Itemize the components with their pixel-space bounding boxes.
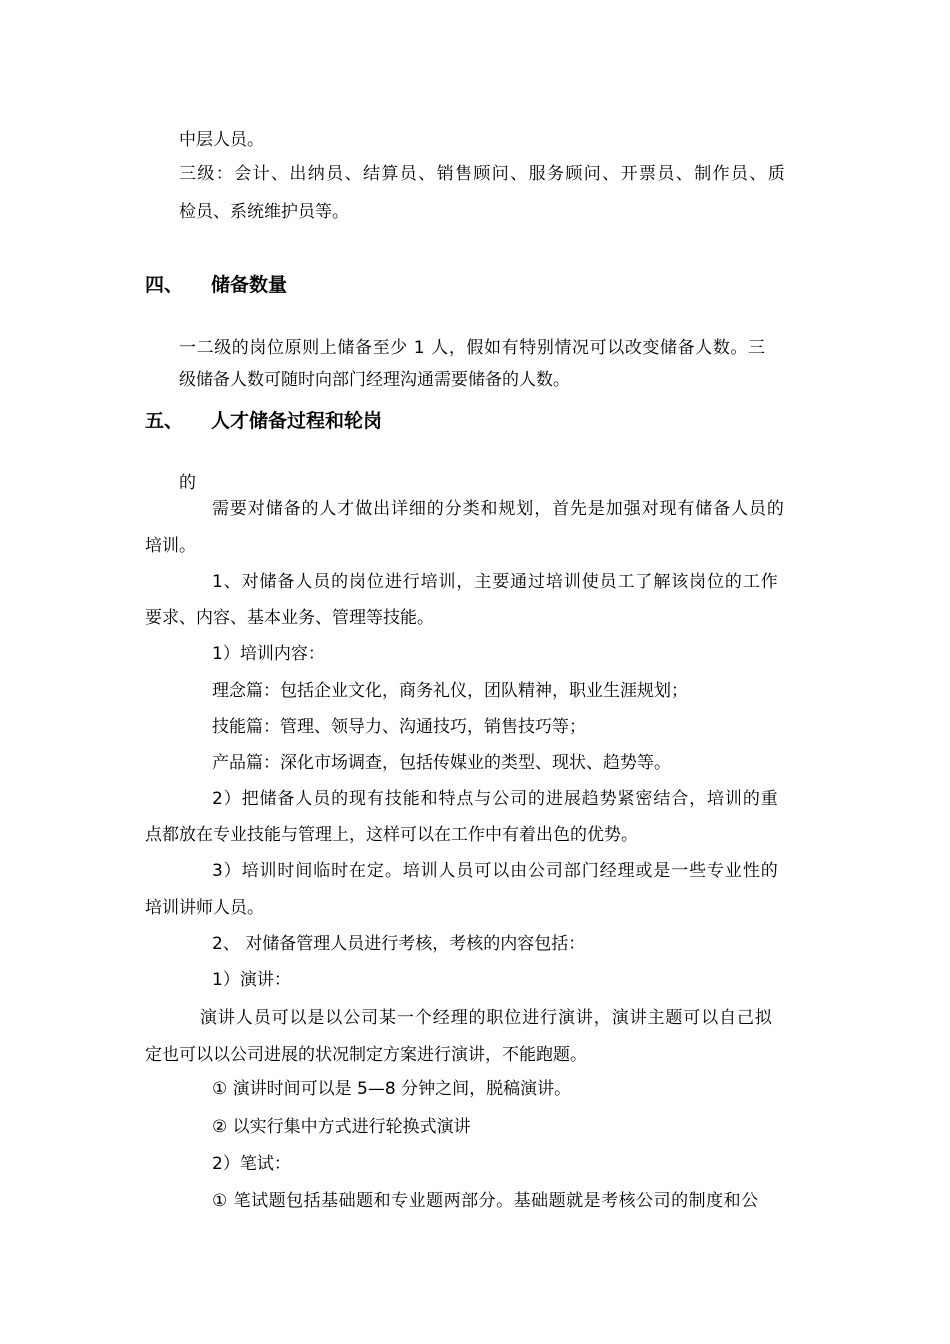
paragraph-line: 1、对储备人员的岗位进行培训，主要通过培训使员工了解该岗位的工作	[212, 572, 779, 592]
paragraph-line: 定也可以以公司进展的状况制定方案进行演讲，不能跑题。	[145, 1045, 587, 1065]
paragraph-line: 中层人员。	[179, 130, 264, 150]
paragraph-line: 三级：会计、出纳员、结算员、销售顾问、服务顾问、开票员、制作员、质	[179, 164, 787, 184]
paragraph-line: 点都放在专业技能与管理上，这样可以在工作中有着出色的优势。	[145, 825, 638, 845]
paragraph-line: 2、 对储备管理人员进行考核，考核的内容包括：	[212, 934, 586, 954]
paragraph-line: 理念篇：包括企业文化，商务礼仪，团队精神，职业生涯规划；	[212, 681, 688, 701]
paragraph-line: 2）笔试：	[212, 1154, 291, 1174]
section-heading-5	[145, 408, 382, 434]
paragraph-line: 2）把储备人员的现有技能和特点与公司的进展趋势紧密结合，培训的重	[212, 789, 779, 809]
paragraph-line: 1）培训内容：	[212, 644, 325, 664]
section-number: 五、	[145, 410, 184, 432]
paragraph-line: 需要对储备的人才做出详细的分类和规划，首先是加强对现有储备人员的	[212, 499, 785, 519]
paragraph-line: ① 演讲时间可以是 5—8 分钟之间，脱稿演讲。	[212, 1079, 572, 1099]
paragraph-line: 培训讲师人员。	[145, 898, 264, 918]
paragraph-line: 技能篇：管理、领导力、沟通技巧，销售技巧等；	[212, 717, 586, 737]
paragraph-line: 3）培训时间临时在定。培训人员可以由公司部门经理或是一些专业性的	[212, 861, 779, 881]
paragraph-line: 检员、系统维护员等。	[179, 202, 349, 222]
section-number: 四、	[145, 274, 184, 296]
paragraph-line: ① 笔试题包括基础题和专业题两部分。基础题就是考核公司的制度和公	[212, 1191, 759, 1211]
section-title: 人才储备过程和轮岗	[211, 410, 383, 432]
paragraph-line: 演讲人员可以是以公司某一个经理的职位进行演讲，演讲主题可以自己拟	[200, 1008, 773, 1028]
paragraph-line: 一二级的岗位原则上储备至少 1 人，假如有特别情况可以改变储备人数。三	[179, 338, 766, 358]
paragraph-line: 级储备人数可随时向部门经理沟通需要储备的人数。	[179, 370, 570, 390]
paragraph-line: 培训。	[145, 536, 196, 556]
paragraph-line: 1）演讲：	[212, 970, 291, 990]
section-heading-4	[145, 272, 287, 298]
paragraph-line: 产品篇：深化市场调查，包括传媒业的类型、现状、趋势等。	[212, 753, 671, 773]
paragraph-line: 的	[179, 473, 196, 493]
paragraph-line: ② 以实行集中方式进行轮换式演讲	[212, 1117, 471, 1137]
paragraph-line: 要求、内容、基本业务、管理等技能。	[145, 608, 434, 628]
section-title: 储备数量	[211, 274, 288, 296]
